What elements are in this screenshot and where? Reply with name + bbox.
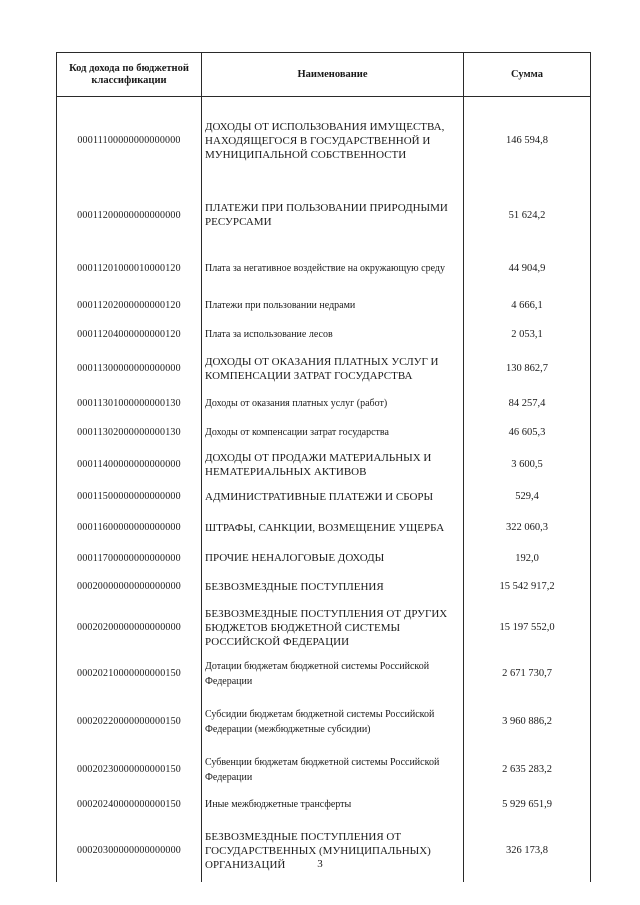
row-name: Иные межбюджетные трансферты	[202, 790, 464, 820]
row-name: БЕЗВОЗМЕЗДНЫЕ ПОСТУПЛЕНИЯ ОТ ГОСУДАРСТВЕННЫХ (МУНИЦИПАЛЬНЫХ) ОРГАНИЗАЦИЙ	[202, 820, 464, 882]
row-code: 00011600000000000000	[57, 511, 202, 545]
row-code: 00011201000010000120	[57, 246, 202, 291]
table-row	[57, 246, 591, 291]
row-name: Доходы от компенсации затрат государства	[202, 418, 464, 447]
row-sum: 84 257,4	[464, 389, 591, 418]
table-row	[57, 418, 591, 447]
row-name: Субсидии бюджетам бюджетной системы Российской Федерации (межбюджетные субсидии)	[202, 694, 464, 750]
row-code: 00020210000000000150	[57, 654, 202, 694]
row-sum: 5 929 651,9	[464, 790, 591, 820]
row-name: Дотации бюджетам бюджетной системы Российской Федерации	[202, 654, 464, 694]
row-code: 00020220000000000150	[57, 694, 202, 750]
row-sum: 2 671 730,7	[464, 654, 591, 694]
row-name: Субвенции бюджетам бюджетной системы Российской Федерации	[202, 750, 464, 790]
row-code: 00020300000000000000	[57, 820, 202, 882]
table-row	[57, 750, 591, 790]
row-sum: 130 862,7	[464, 349, 591, 389]
header-sum: Сумма	[464, 53, 591, 97]
revenue-table	[56, 52, 591, 882]
row-sum: 322 060,3	[464, 511, 591, 545]
row-name: Плата за использование лесов	[202, 320, 464, 349]
table-row	[57, 97, 591, 185]
table-row	[57, 447, 591, 483]
table-row	[57, 349, 591, 389]
row-name: АДМИНИСТРАТИВНЫЕ ПЛАТЕЖИ И СБОРЫ	[202, 483, 464, 511]
row-name: БЕЗВОЗМЕЗДНЫЕ ПОСТУПЛЕНИЯ ОТ ДРУГИХ БЮДЖЕТОВ БЮДЖЕТНОЙ СИСТЕМЫ РОССИЙСКОЙ ФЕДЕРАЦИИ	[202, 602, 464, 654]
row-code: 00020200000000000000	[57, 602, 202, 654]
row-code: 00011500000000000000	[57, 483, 202, 511]
row-code: 00020000000000000000	[57, 572, 202, 602]
row-sum: 15 197 552,0	[464, 602, 591, 654]
row-name: ДОХОДЫ ОТ ОКАЗАНИЯ ПЛАТНЫХ УСЛУГ И КОМПЕНСАЦИИ ЗАТРАТ ГОСУДАРСТВА	[202, 349, 464, 389]
row-code: 00011100000000000000	[57, 97, 202, 185]
row-name: ДОХОДЫ ОТ ПРОДАЖИ МАТЕРИАЛЬНЫХ И НЕМАТЕРИАЛЬНЫХ АКТИВОВ	[202, 447, 464, 483]
table-row	[57, 545, 591, 572]
row-code: 00011400000000000000	[57, 447, 202, 483]
row-name: Доходы от оказания платных услуг (работ)	[202, 389, 464, 418]
row-sum: 2 053,1	[464, 320, 591, 349]
table-row	[57, 602, 591, 654]
row-sum: 2 635 283,2	[464, 750, 591, 790]
row-sum: 192,0	[464, 545, 591, 572]
row-sum: 326 173,8	[464, 820, 591, 882]
row-code: 00011302000000000130	[57, 418, 202, 447]
table-row	[57, 790, 591, 820]
row-code: 00011301000000000130	[57, 389, 202, 418]
page-number: 3	[317, 858, 323, 870]
row-sum: 3 600,5	[464, 447, 591, 483]
row-code: 00020240000000000150	[57, 790, 202, 820]
row-sum: 529,4	[464, 483, 591, 511]
row-name: ШТРАФЫ, САНКЦИИ, ВОЗМЕЩЕНИЕ УЩЕРБА	[202, 511, 464, 545]
row-code: 00011700000000000000	[57, 545, 202, 572]
table-row	[57, 654, 591, 694]
row-sum: 146 594,8	[464, 97, 591, 185]
table-row	[57, 820, 591, 882]
header-code: Код дохода по бюджетной классификации	[57, 53, 202, 97]
table-row	[57, 511, 591, 545]
row-sum: 51 624,2	[464, 185, 591, 246]
row-code: 00011204000000000120	[57, 320, 202, 349]
table-row	[57, 572, 591, 602]
row-sum: 4 666,1	[464, 291, 591, 320]
row-name: Платежи при пользовании недрами	[202, 291, 464, 320]
row-name: ДОХОДЫ ОТ ИСПОЛЬЗОВАНИЯ ИМУЩЕСТВА, НАХОДЯЩЕГОСЯ В ГОСУДАРСТВЕННОЙ И МУНИЦИПАЛЬНОЙ СОБСТВЕННОСТИ	[202, 97, 464, 185]
row-name: ПРОЧИЕ НЕНАЛОГОВЫЕ ДОХОДЫ	[202, 545, 464, 572]
row-sum: 46 605,3	[464, 418, 591, 447]
row-code: 00011202000000000120	[57, 291, 202, 320]
table-row	[57, 483, 591, 511]
row-sum: 15 542 917,2	[464, 572, 591, 602]
row-code: 00011200000000000000	[57, 185, 202, 246]
row-code: 00020230000000000150	[57, 750, 202, 790]
row-sum: 44 904,9	[464, 246, 591, 291]
row-name: Плата за негативное воздействие на окружающую среду	[202, 246, 464, 291]
row-sum: 3 960 886,2	[464, 694, 591, 750]
table-row	[57, 320, 591, 349]
row-name: ПЛАТЕЖИ ПРИ ПОЛЬЗОВАНИИ ПРИРОДНЫМИ РЕСУРСАМИ	[202, 185, 464, 246]
table-row	[57, 694, 591, 750]
table-row	[57, 185, 591, 246]
table-row	[57, 291, 591, 320]
row-name: БЕЗВОЗМЕЗДНЫЕ ПОСТУПЛЕНИЯ	[202, 572, 464, 602]
row-code: 00011300000000000000	[57, 349, 202, 389]
table-row	[57, 389, 591, 418]
header-name: Наименование	[202, 53, 464, 97]
table-header-row	[57, 53, 591, 97]
